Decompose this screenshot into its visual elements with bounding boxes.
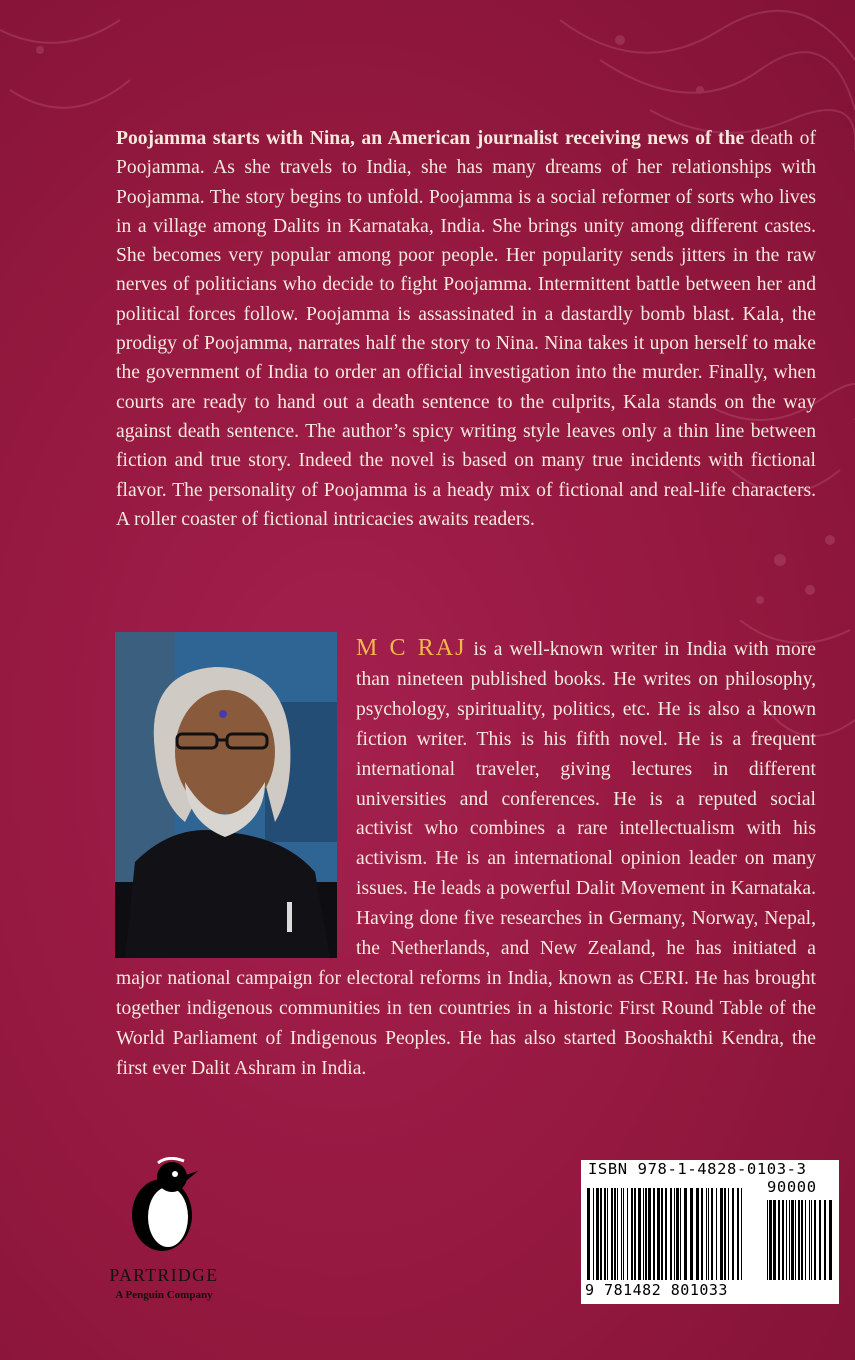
- price-code: 90000: [767, 1178, 817, 1196]
- barcode-bar: [716, 1188, 717, 1280]
- barcode-bar: [789, 1200, 790, 1280]
- barcode-bar: [661, 1188, 663, 1280]
- barcode-bar: [634, 1188, 636, 1280]
- penguin-icon: [128, 1157, 198, 1253]
- synopsis-body: death of Poojamma. As she travels to India, she has many dreams of her relationships with Poojamma. The story begins to unfold. Poojamma is a social reformer of sorts who lives in a village among Dalits in Karnataka, India. She brings unity among different castes. She becomes very popular among poor people. Her popularity sends jitters in the raw nerves of politicians who decide to fight Poojamma. Intermittent battle between her and political forces follow. Poojamma is assassinated in a dastardly bomb blast. Kala, the prodigy of Poojamma, narrates half the story to Nina. Nina takes it upon herself to make the government of India to order an official investigation into the murder. Finally, when courts are ready to hand out a death sentence to the culprits, Kala stands on the way against death sentence. The author’s spicy writing style leaves only a thin line between fiction and true story. Indeed the novel is based on many true incidents with fictional flavor. The personality of Poojamma is a heady mix of fictional and real-life characters. A roller coaster of fictional intricacies awaits readers.: [116, 128, 816, 530]
- barcode-bar: [778, 1200, 780, 1280]
- barcode-bar: [732, 1188, 734, 1280]
- barcode-bar: [824, 1200, 826, 1280]
- barcode-bar: [720, 1188, 723, 1280]
- barcode-bar: [769, 1200, 772, 1280]
- barcode-digits: 9 781482 801033: [585, 1281, 728, 1299]
- barcode-bar: [676, 1188, 679, 1280]
- barcode-bar: [791, 1200, 794, 1280]
- barcode-bar: [811, 1200, 812, 1280]
- barcode-bar: [711, 1188, 713, 1280]
- barcode-bar: [701, 1188, 703, 1280]
- publisher-logo: [84, 1157, 244, 1307]
- barcode-bar: [684, 1188, 687, 1280]
- barcode-bar: [782, 1200, 784, 1280]
- barcode-bar: [587, 1188, 590, 1280]
- synopsis: [116, 124, 816, 534]
- barcode-bar: [638, 1188, 641, 1280]
- barcode-bar: [767, 1200, 768, 1280]
- barcode-bar: [631, 1188, 633, 1280]
- isbn-label: ISBN 978-1-4828-0103-3: [588, 1160, 807, 1178]
- barcode-bar: [708, 1188, 709, 1280]
- barcode-bar: [670, 1188, 672, 1280]
- barcode-bar: [627, 1188, 628, 1280]
- barcode-bar: [607, 1188, 608, 1280]
- barcode-bar: [786, 1200, 787, 1280]
- barcode-bar: [621, 1188, 622, 1280]
- barcode-bar: [706, 1188, 707, 1280]
- author-bio-text: is a well-known writer in India with more than nineteen published books. He writes on philosophy, psychology, spirituality, politics, etc. He is also a known fiction writer. This is his fifth novel. He is a frequent international traveler, giving lectures in different universities and conferences. He is a reputed social activist who combines a rare intellectualism with his activism. He is an international opinion leader on many issues. He leads a powerful Dalit Movement in Karnataka. Having done five researches in Germany, Norway, Nepal, the Netherlands, and New Zealand, he has initiated a major national campaign for electoral reforms in India, known as CERI. He has brought together indigenous communities in ten countries in a historic First Round Table of the World Parliament of Indigenous Peoples. He has also started Booshakthi Kendra, the first ever Dalit Ashram in India.: [116, 639, 816, 1079]
- barcode-bar: [657, 1188, 660, 1280]
- synopsis-lead: Poojamma starts with Nina, an American journalist receiving news of the: [116, 128, 745, 149]
- barcode-bar: [596, 1188, 599, 1280]
- barcode-bar: [611, 1188, 613, 1280]
- barcode-bar: [805, 1200, 806, 1280]
- barcode-bar: [829, 1200, 832, 1280]
- barcode-bar: [645, 1188, 647, 1280]
- barcode-bar: [773, 1200, 776, 1280]
- barcode-bar: [604, 1188, 606, 1280]
- barcode-bar: [648, 1188, 651, 1280]
- barcode-bar: [696, 1188, 699, 1280]
- barcode-bar: [724, 1188, 726, 1280]
- barcode-bar: [819, 1200, 821, 1280]
- barcode-bar: [643, 1188, 644, 1280]
- barcode-bar: [665, 1188, 667, 1280]
- barcode-bar: [809, 1200, 810, 1280]
- barcode-bar: [801, 1200, 803, 1280]
- barcode-bar: [728, 1188, 729, 1280]
- publisher-name: PARTRIDGE: [109, 1265, 219, 1285]
- barcode-bars: [581, 1180, 839, 1284]
- barcode-bar: [593, 1188, 594, 1280]
- publisher-tagline: A Penguin Company: [115, 1289, 213, 1301]
- barcode-bar: [600, 1188, 602, 1280]
- barcode-bar: [795, 1200, 796, 1280]
- barcode-bar: [674, 1188, 675, 1280]
- barcode-bar: [614, 1188, 616, 1280]
- barcode-bar: [814, 1200, 816, 1280]
- barcode-bar: [690, 1188, 693, 1280]
- barcode-bar: [617, 1188, 618, 1280]
- barcode-bar: [741, 1188, 742, 1280]
- photo-float-space: [116, 634, 356, 962]
- author-bio: [116, 634, 816, 1084]
- author-name: M C RAJ: [356, 635, 467, 661]
- barcode-bar: [623, 1188, 624, 1280]
- barcode-bar: [798, 1200, 800, 1280]
- isbn-barcode: [581, 1160, 839, 1304]
- barcode-bar: [680, 1188, 681, 1280]
- barcode-bar: [737, 1188, 739, 1280]
- barcode-bar: [653, 1188, 655, 1280]
